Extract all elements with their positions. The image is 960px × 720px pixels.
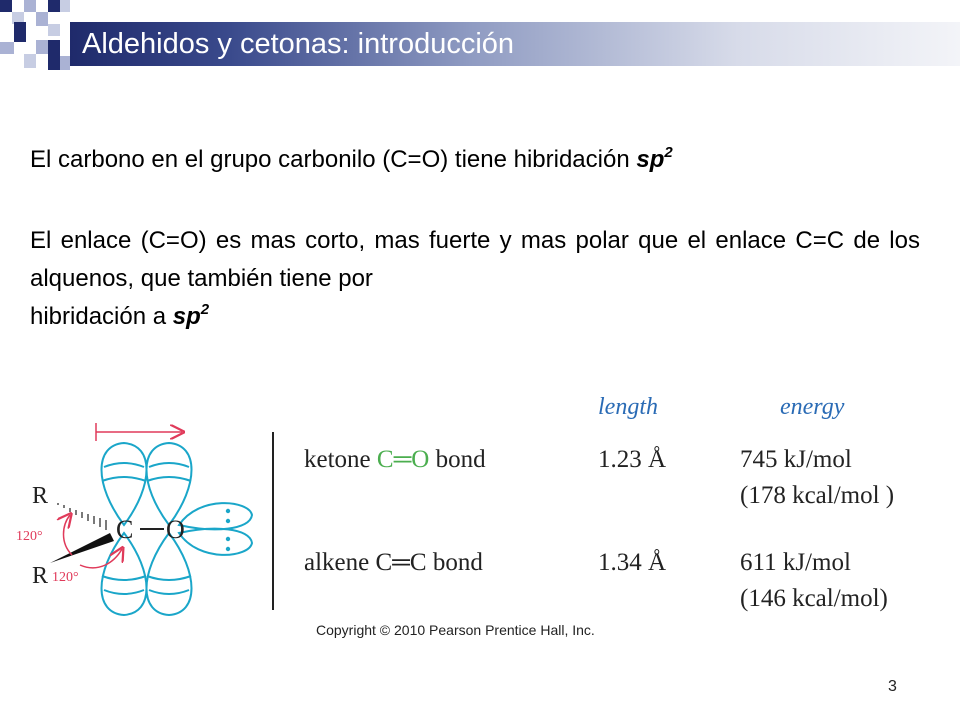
paragraph-hybridization [30,142,910,178]
bond-energy-value: 745 kJ/mol [740,446,852,473]
atom-o: O [166,515,185,544]
p-orbital-bottom [102,533,147,615]
bond-label-ketone [304,446,486,474]
carbonyl-orbital-diagram [14,415,264,625]
angle-label: 120° [16,529,43,544]
atom-symbol: C [375,549,393,576]
bond-length-value: 1.23 Å [598,446,667,473]
sp-emphasis: sp [636,146,665,173]
lone-pair-lobe [179,503,252,529]
column-header-length: length [598,394,658,420]
atom-r-top: R [32,483,49,509]
paragraph-last-line [30,298,920,336]
decorative-square [60,56,70,70]
decorative-square [48,0,60,12]
decorative-square [0,0,12,12]
atom-symbol: C [409,549,427,576]
paragraph-text: El carbono en el grupo carbonilo (C=O) tiene hibridación [30,146,637,173]
superscript: 2 [200,301,210,318]
angle-arrow [64,515,73,555]
p-orbital-top [102,443,147,525]
decorative-square [14,22,26,42]
bond-type-text: bond [426,549,483,576]
double-bond: ═ [392,549,410,576]
bond-energy-alt-value: (178 kcal/mol ) [740,482,895,509]
angle-arrow [80,549,122,568]
angle-label: 120° [52,570,79,585]
solid-wedge [50,533,114,563]
slide-title: Aldehidos y cetonas: introducción [82,28,515,60]
superscript: 2 [664,144,673,161]
double-bond: ═ [393,446,412,473]
figure-divider [272,432,274,610]
atom-r-bottom: R [32,563,49,589]
bond-energy-value: 611 kJ/mol [740,549,851,576]
decorative-square [24,0,36,12]
bond-label-alkene [304,549,483,577]
p-orbital-top [147,443,192,525]
paragraph-text: El enlace (C=O) es mas corto, mas fuerte y mas polar que el enlace C=C de los alquenos, que también tiene por [30,227,920,292]
bond-type-text: bond [429,446,486,473]
decorative-square [48,24,60,36]
decorative-square [48,40,60,70]
atom-symbol: O [411,446,430,473]
bond-type-text: ketone [304,446,377,473]
atom-symbol: C [376,446,394,473]
p-orbital-bottom [147,533,192,615]
decorative-square [36,40,48,54]
decorative-square [36,12,48,26]
bond-energy-alt-value: (146 kcal/mol) [740,585,888,612]
decorative-square [0,42,14,54]
decorative-square [60,0,70,12]
page-number: 3 [888,678,897,695]
paragraph-text: hibridación a [30,303,173,330]
atom-c: C [116,515,134,544]
column-header-energy: energy [780,394,845,420]
lone-pair-lobe [179,529,252,555]
copyright-notice: Copyright © 2010 Pearson Prentice Hall, Inc. [316,622,595,638]
sp-emphasis: sp [172,303,201,330]
decorative-square [24,54,36,68]
paragraph-bond-comparison [30,222,920,336]
bond-type-text: alkene [304,549,376,576]
bond-length-value: 1.34 Å [598,549,667,576]
